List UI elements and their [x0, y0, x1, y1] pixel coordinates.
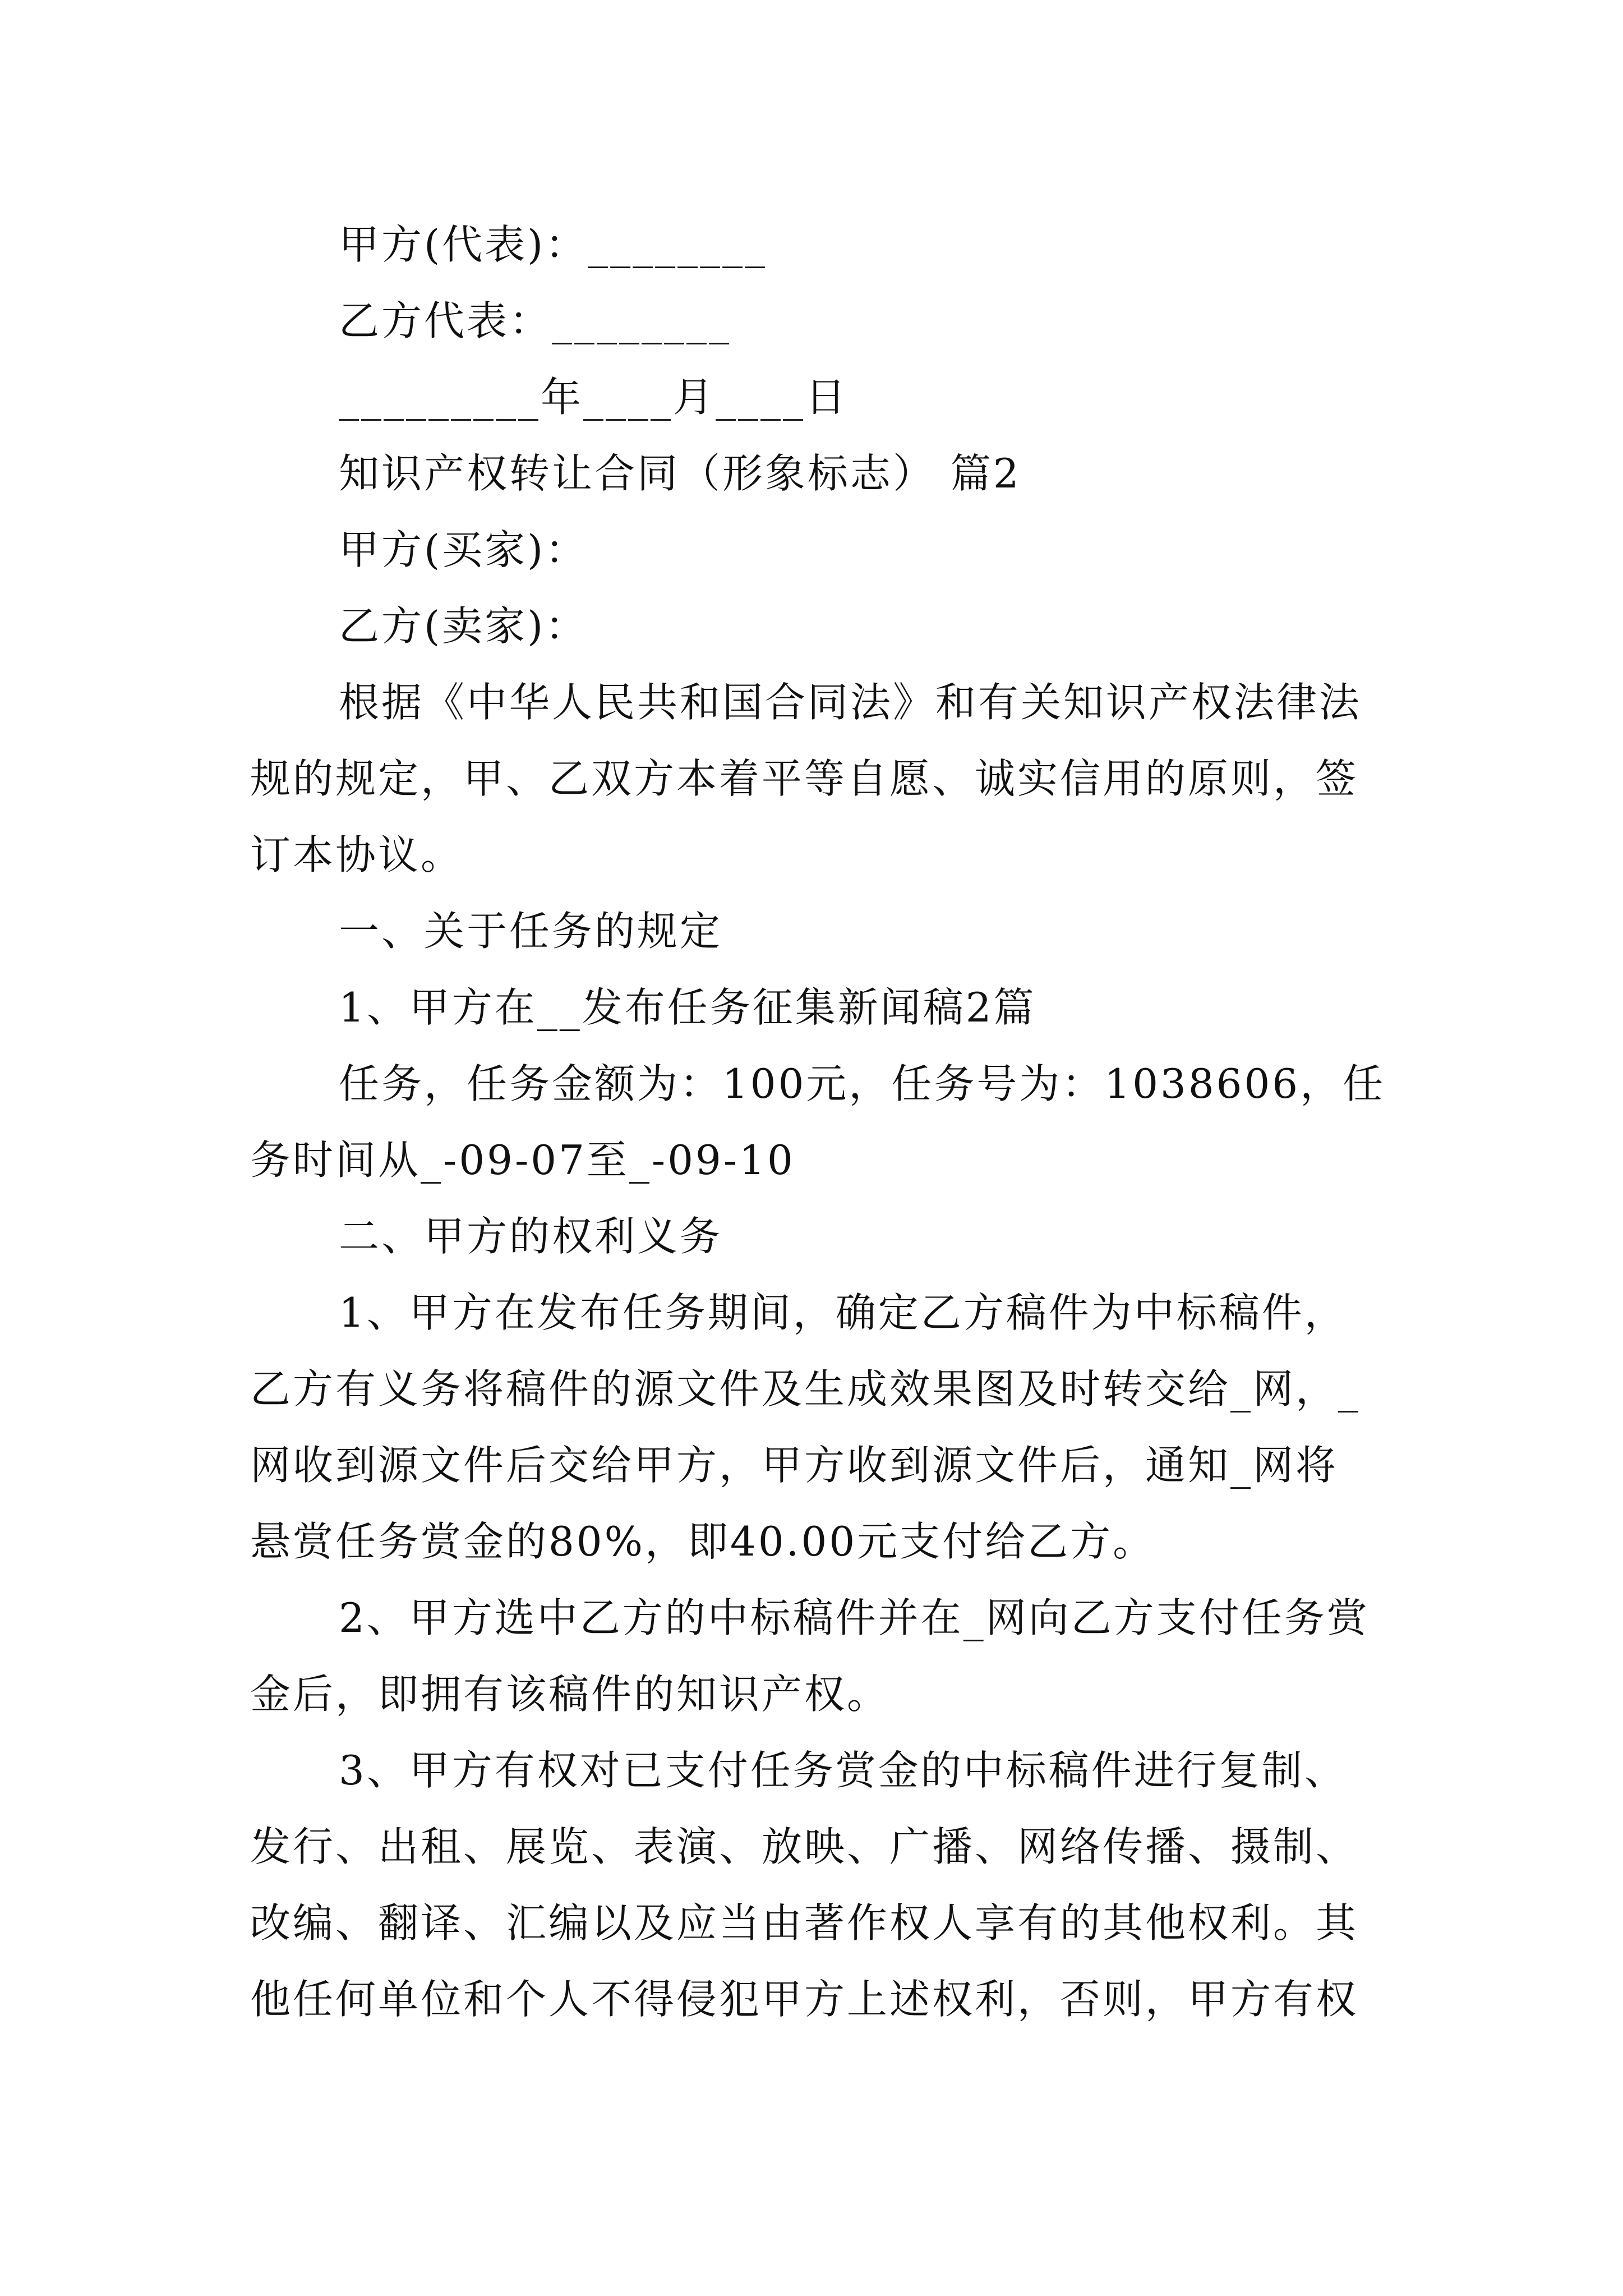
clause-1-1-line-3: 务时间从_-09-07至_-09-10 — [250, 1137, 795, 1184]
clause-2-1-line-2: 乙方有义务将稿件的源文件及生成效果图及时转交给_网，_ — [250, 1365, 1361, 1412]
preamble-line-1: 根据《中华人民共和国合同法》和有关知识产权法律法 — [339, 679, 1362, 726]
clause-2-1-line-4: 悬赏任务赏金的80%，即40.00元支付给乙方。 — [250, 1518, 1156, 1565]
clause-2-3-line-2: 发行、出租、展览、表演、放映、广播、网络传播、摄制、 — [250, 1823, 1359, 1870]
clause-2-1-line-3: 网收到源文件后交给甲方，甲方收到源文件后，通知_网将 — [250, 1442, 1339, 1489]
clause-2-1-line-1: 1、甲方在发布任务期间，确定乙方稿件为中标稿件， — [339, 1289, 1347, 1336]
party-b-seller-line: 乙方(卖家)： — [339, 602, 588, 650]
preamble-line-2: 规的规定，甲、乙双方本着平等自愿、诚实信用的原则，签 — [250, 755, 1359, 802]
contract-title: 知识产权转让合同（形象标志） 篇2 — [339, 450, 1021, 497]
clause-2-2-line-2: 金后，即拥有该稿件的知识产权。 — [250, 1671, 890, 1718]
clause-2-3-line-3: 改编、翻译、汇编以及应当由著作权人享有的其他权利。其 — [250, 1899, 1359, 1947]
section-1-heading: 一、关于任务的规定 — [339, 908, 723, 955]
clause-1-1-line-2: 任务，任务金额为：100元，任务号为：1038606，任 — [339, 1060, 1386, 1107]
party-a-buyer-line: 甲方(买家)： — [339, 526, 588, 573]
section-2-heading: 二、甲方的权利义务 — [339, 1213, 723, 1260]
clause-2-2-line-1: 2、甲方选中乙方的中标稿件并在_网向乙方支付任务赏 — [339, 1594, 1370, 1641]
date-line: _________年____月____日 — [339, 374, 848, 421]
preamble-line-3: 订本协议。 — [250, 831, 464, 878]
clause-1-1-line-1: 1、甲方在__发布任务征集新闻稿2篇 — [339, 984, 1036, 1031]
party-b-representative-line: 乙方代表：________ — [339, 297, 732, 344]
party-a-representative-line: 甲方(代表)：________ — [339, 221, 768, 268]
clause-2-3-line-1: 3、甲方有权对已支付任务赏金的中标稿件进行复制、 — [339, 1747, 1347, 1794]
clause-2-3-line-4: 他任何单位和个人不得侵犯甲方上述权利，否则，甲方有权 — [250, 1976, 1359, 2023]
